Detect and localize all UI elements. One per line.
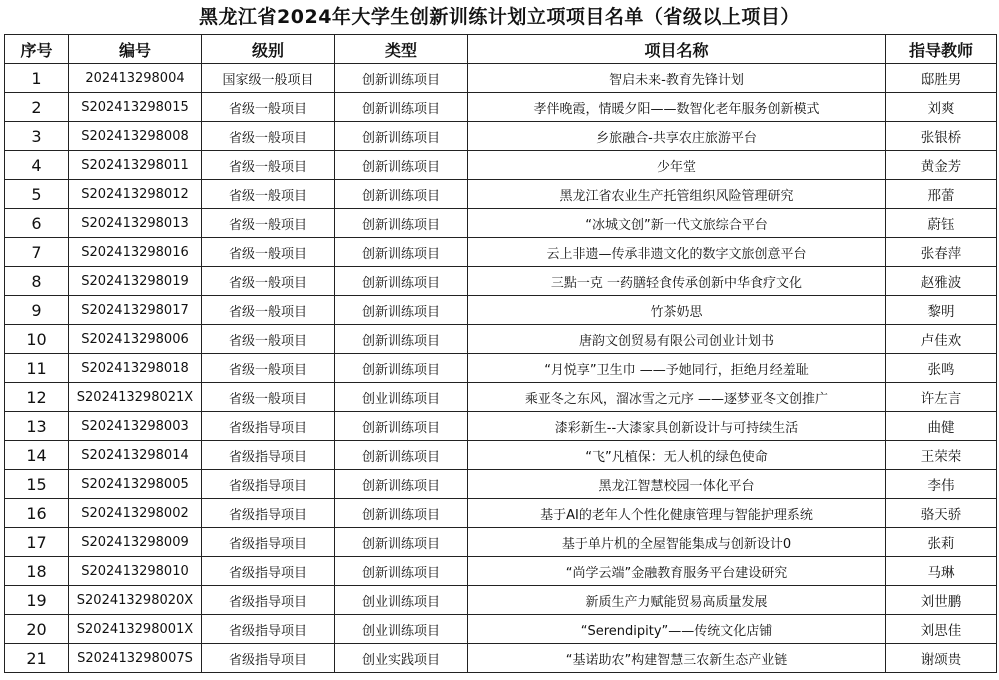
header-seq: 序号 bbox=[5, 35, 69, 64]
cell-type: 创新训练项目 bbox=[335, 296, 468, 325]
cell-code: S202413298007S bbox=[69, 644, 202, 673]
cell-mentor: 张银桥 bbox=[886, 122, 997, 151]
cell-level: 省级指导项目 bbox=[202, 412, 335, 441]
cell-code: S202413298005 bbox=[69, 470, 202, 499]
table-row bbox=[5, 296, 997, 325]
cell-seq: 6 bbox=[5, 209, 69, 238]
table-row bbox=[5, 238, 997, 267]
cell-level: 国家级一般项目 bbox=[202, 64, 335, 93]
cell-mentor: 卢佳欢 bbox=[886, 325, 997, 354]
cell-type: 创业实践项目 bbox=[335, 644, 468, 673]
cell-level: 省级指导项目 bbox=[202, 499, 335, 528]
cell-type: 创新训练项目 bbox=[335, 557, 468, 586]
cell-level: 省级指导项目 bbox=[202, 557, 335, 586]
cell-seq: 9 bbox=[5, 296, 69, 325]
cell-type: 创新训练项目 bbox=[335, 64, 468, 93]
cell-mentor: 许左言 bbox=[886, 383, 997, 412]
cell-mentor: 赵雅波 bbox=[886, 267, 997, 296]
cell-project-name: 乡旅融合-共享农庄旅游平台 bbox=[468, 122, 886, 151]
cell-seq: 12 bbox=[5, 383, 69, 412]
cell-seq: 7 bbox=[5, 238, 69, 267]
cell-project-name: “冰城文创”新一代文旅综合平台 bbox=[468, 209, 886, 238]
cell-type: 创业训练项目 bbox=[335, 586, 468, 615]
cell-mentor: 李伟 bbox=[886, 470, 997, 499]
cell-level: 省级一般项目 bbox=[202, 180, 335, 209]
table-row bbox=[5, 557, 997, 586]
cell-code: S202413298012 bbox=[69, 180, 202, 209]
table-row bbox=[5, 122, 997, 151]
cell-seq: 21 bbox=[5, 644, 69, 673]
cell-code: S202413298013 bbox=[69, 209, 202, 238]
cell-project-name: 乘亚冬之东风，溜冰雪之元序 ——逐梦亚冬文创推广 bbox=[468, 383, 886, 412]
cell-type: 创新训练项目 bbox=[335, 441, 468, 470]
cell-code: S202413298010 bbox=[69, 557, 202, 586]
cell-mentor: 刘思佳 bbox=[886, 615, 997, 644]
header-name: 项目名称 bbox=[468, 35, 886, 64]
cell-seq: 4 bbox=[5, 151, 69, 180]
table-row bbox=[5, 441, 997, 470]
cell-level: 省级指导项目 bbox=[202, 470, 335, 499]
cell-project-name: “飞”凡植保：无人机的绿色使命 bbox=[468, 441, 886, 470]
table-row bbox=[5, 64, 997, 93]
cell-type: 创新训练项目 bbox=[335, 93, 468, 122]
cell-code: S202413298006 bbox=[69, 325, 202, 354]
cell-mentor: 王荣荣 bbox=[886, 441, 997, 470]
cell-mentor: 邸胜男 bbox=[886, 64, 997, 93]
cell-code: S202413298002 bbox=[69, 499, 202, 528]
cell-code: S202413298018 bbox=[69, 354, 202, 383]
cell-project-name: 智启未来-教育先锋计划 bbox=[468, 64, 886, 93]
table-row bbox=[5, 151, 997, 180]
cell-mentor: 曲健 bbox=[886, 412, 997, 441]
table-row bbox=[5, 354, 997, 383]
table-row bbox=[5, 209, 997, 238]
cell-project-name: 漆彩新生--大漆家具创新设计与可持续生活 bbox=[468, 412, 886, 441]
cell-code: S202413298016 bbox=[69, 238, 202, 267]
cell-seq: 11 bbox=[5, 354, 69, 383]
cell-project-name: 云上非遗—传承非遗文化的数字文旅创意平台 bbox=[468, 238, 886, 267]
cell-code: S202413298001X bbox=[69, 615, 202, 644]
table-row bbox=[5, 383, 997, 412]
table-row bbox=[5, 93, 997, 122]
table-row bbox=[5, 412, 997, 441]
cell-mentor: 刘世鹏 bbox=[886, 586, 997, 615]
cell-code: S202413298011 bbox=[69, 151, 202, 180]
cell-mentor: 张春萍 bbox=[886, 238, 997, 267]
cell-seq: 1 bbox=[5, 64, 69, 93]
cell-seq: 3 bbox=[5, 122, 69, 151]
cell-seq: 20 bbox=[5, 615, 69, 644]
cell-project-name: “基诺助农”构建智慧三农新生态产业链 bbox=[468, 644, 886, 673]
header-row bbox=[5, 35, 997, 64]
cell-mentor: 蔚钰 bbox=[886, 209, 997, 238]
cell-seq: 18 bbox=[5, 557, 69, 586]
cell-type: 创新训练项目 bbox=[335, 325, 468, 354]
cell-code: 202413298004 bbox=[69, 64, 202, 93]
cell-type: 创新训练项目 bbox=[335, 412, 468, 441]
cell-project-name: 基于单片机的全屋智能集成与创新设计0 bbox=[468, 528, 886, 557]
cell-level: 省级一般项目 bbox=[202, 151, 335, 180]
cell-project-name: “月悦享”卫生巾 ——予她同行，拒绝月经羞耻 bbox=[468, 354, 886, 383]
cell-project-name: “Serendipity”——传统文化店铺 bbox=[468, 615, 886, 644]
cell-type: 创新训练项目 bbox=[335, 528, 468, 557]
cell-seq: 17 bbox=[5, 528, 69, 557]
cell-project-name: 少年堂 bbox=[468, 151, 886, 180]
header-type: 类型 bbox=[335, 35, 468, 64]
header-code: 编号 bbox=[69, 35, 202, 64]
table-row bbox=[5, 267, 997, 296]
cell-seq: 5 bbox=[5, 180, 69, 209]
cell-level: 省级指导项目 bbox=[202, 586, 335, 615]
cell-level: 省级一般项目 bbox=[202, 267, 335, 296]
cell-level: 省级一般项目 bbox=[202, 209, 335, 238]
table-row bbox=[5, 586, 997, 615]
table-row bbox=[5, 499, 997, 528]
cell-project-name: 黑龙江省农业生产托管组织风险管理研究 bbox=[468, 180, 886, 209]
cell-project-name: 孝伴晚霞，情暖夕阳——数智化老年服务创新模式 bbox=[468, 93, 886, 122]
cell-mentor: 张莉 bbox=[886, 528, 997, 557]
header-level: 级别 bbox=[202, 35, 335, 64]
cell-code: S202413298014 bbox=[69, 441, 202, 470]
cell-type: 创业训练项目 bbox=[335, 383, 468, 412]
cell-level: 省级指导项目 bbox=[202, 615, 335, 644]
cell-level: 省级一般项目 bbox=[202, 122, 335, 151]
cell-seq: 19 bbox=[5, 586, 69, 615]
cell-seq: 8 bbox=[5, 267, 69, 296]
cell-mentor: 张鸣 bbox=[886, 354, 997, 383]
cell-project-name: 基于AI的老年人个性化健康管理与智能护理系统 bbox=[468, 499, 886, 528]
cell-type: 创业训练项目 bbox=[335, 615, 468, 644]
cell-code: S202413298019 bbox=[69, 267, 202, 296]
cell-seq: 2 bbox=[5, 93, 69, 122]
project-table bbox=[4, 34, 997, 673]
cell-code: S202413298003 bbox=[69, 412, 202, 441]
table-row bbox=[5, 615, 997, 644]
cell-level: 省级一般项目 bbox=[202, 238, 335, 267]
cell-seq: 16 bbox=[5, 499, 69, 528]
cell-seq: 10 bbox=[5, 325, 69, 354]
cell-level: 省级一般项目 bbox=[202, 354, 335, 383]
cell-project-name: 竹茶奶思 bbox=[468, 296, 886, 325]
cell-type: 创新训练项目 bbox=[335, 151, 468, 180]
cell-code: S202413298020X bbox=[69, 586, 202, 615]
cell-type: 创新训练项目 bbox=[335, 499, 468, 528]
cell-type: 创新训练项目 bbox=[335, 238, 468, 267]
cell-seq: 15 bbox=[5, 470, 69, 499]
table-row bbox=[5, 180, 997, 209]
cell-seq: 14 bbox=[5, 441, 69, 470]
table-header bbox=[5, 35, 997, 64]
table-row bbox=[5, 644, 997, 673]
cell-mentor: 骆天骄 bbox=[886, 499, 997, 528]
cell-mentor: 谢颂贵 bbox=[886, 644, 997, 673]
cell-mentor: 黄金芳 bbox=[886, 151, 997, 180]
cell-code: S202413298008 bbox=[69, 122, 202, 151]
cell-type: 创新训练项目 bbox=[335, 267, 468, 296]
cell-type: 创新训练项目 bbox=[335, 354, 468, 383]
table-row bbox=[5, 325, 997, 354]
cell-code: S202413298021X bbox=[69, 383, 202, 412]
cell-type: 创新训练项目 bbox=[335, 122, 468, 151]
cell-type: 创新训练项目 bbox=[335, 470, 468, 499]
cell-level: 省级一般项目 bbox=[202, 296, 335, 325]
header-mentor: 指导教师 bbox=[886, 35, 997, 64]
cell-mentor: 黎明 bbox=[886, 296, 997, 325]
cell-level: 省级指导项目 bbox=[202, 528, 335, 557]
cell-code: S202413298017 bbox=[69, 296, 202, 325]
cell-type: 创新训练项目 bbox=[335, 180, 468, 209]
cell-mentor: 马琳 bbox=[886, 557, 997, 586]
cell-seq: 13 bbox=[5, 412, 69, 441]
table-row bbox=[5, 470, 997, 499]
cell-project-name: 唐韵文创贸易有限公司创业计划书 bbox=[468, 325, 886, 354]
page-title: 黑龙江省2024年大学生创新训练计划立项项目名单（省级以上项目） bbox=[199, 6, 800, 28]
cell-level: 省级一般项目 bbox=[202, 93, 335, 122]
cell-mentor: 邢蕾 bbox=[886, 180, 997, 209]
cell-level: 省级一般项目 bbox=[202, 383, 335, 412]
cell-level: 省级指导项目 bbox=[202, 441, 335, 470]
table-row bbox=[5, 528, 997, 557]
cell-project-name: 新质生产力赋能贸易高质量发展 bbox=[468, 586, 886, 615]
cell-mentor: 刘爽 bbox=[886, 93, 997, 122]
cell-type: 创新训练项目 bbox=[335, 209, 468, 238]
cell-code: S202413298015 bbox=[69, 93, 202, 122]
cell-level: 省级指导项目 bbox=[202, 644, 335, 673]
cell-project-name: 三點一克 一药膳轻食传承创新中华食疗文化 bbox=[468, 267, 886, 296]
cell-project-name: “尚学云端”金融教育服务平台建设研究 bbox=[468, 557, 886, 586]
cell-project-name: 黑龙江智慧校园一体化平台 bbox=[468, 470, 886, 499]
cell-level: 省级一般项目 bbox=[202, 325, 335, 354]
table-body bbox=[5, 64, 997, 673]
cell-code: S202413298009 bbox=[69, 528, 202, 557]
